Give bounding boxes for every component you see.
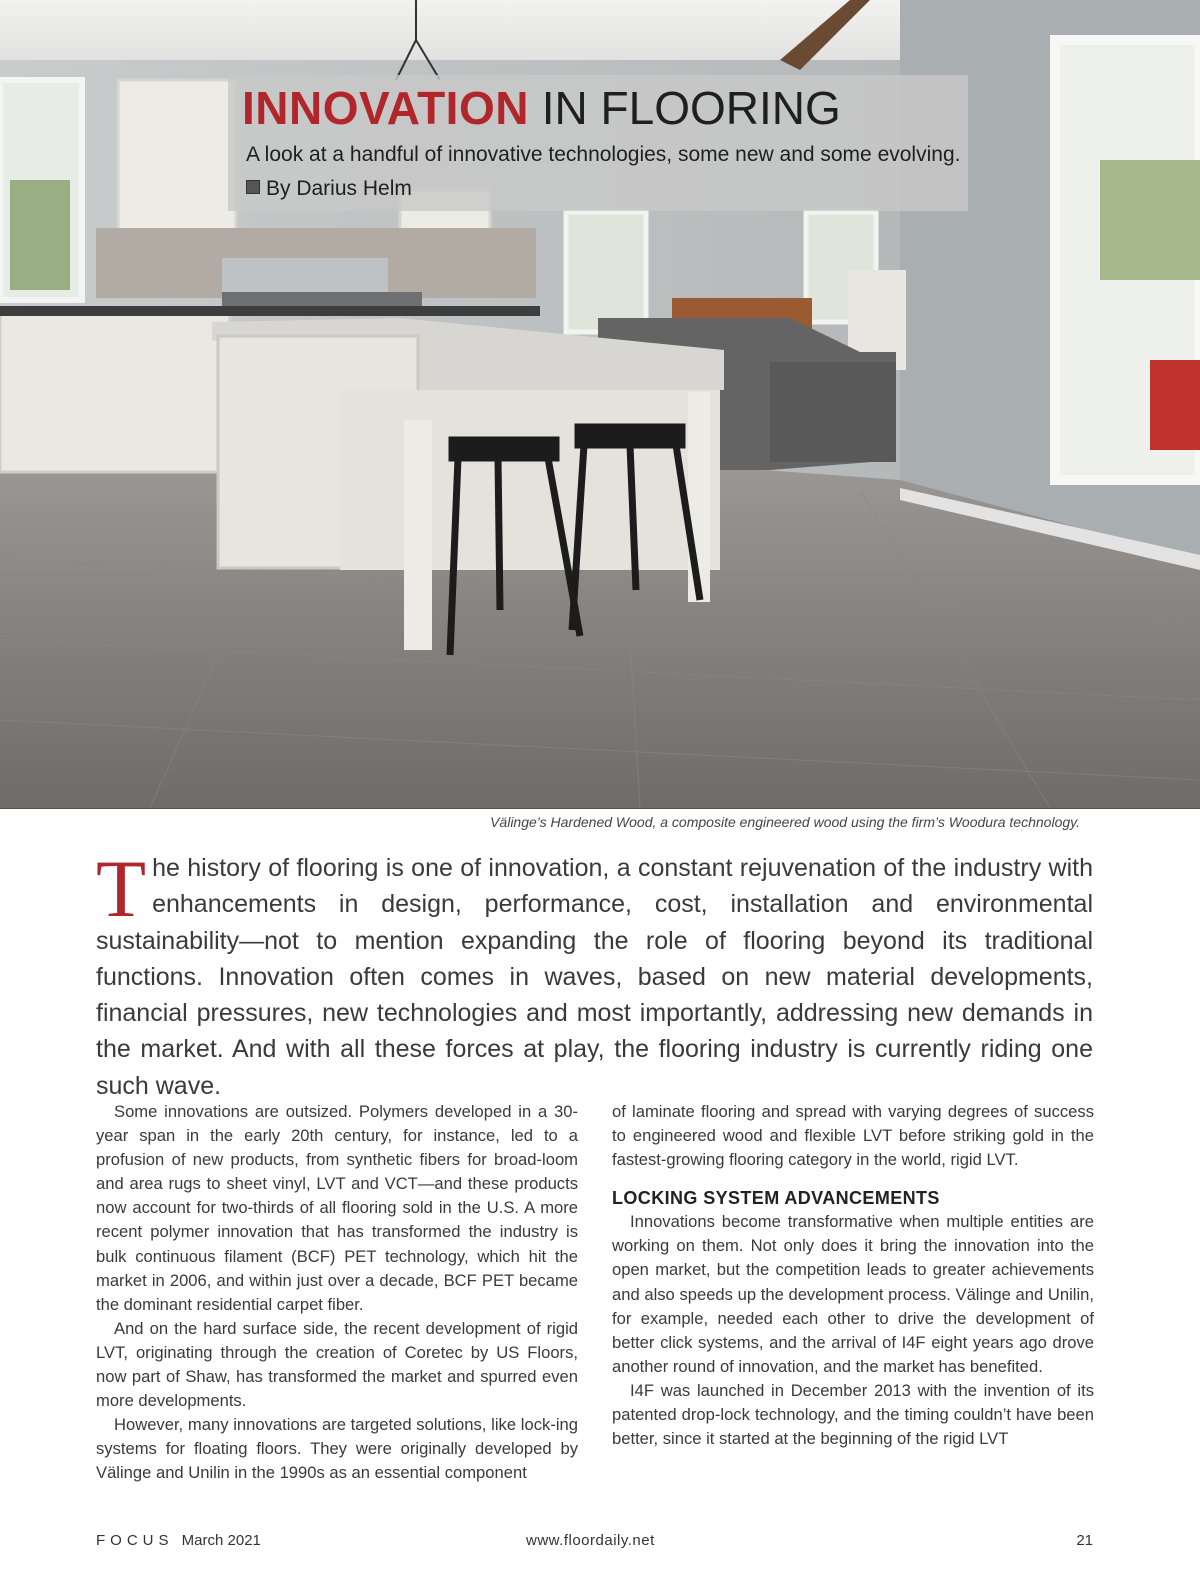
page-number: 21 [1076, 1532, 1093, 1549]
right-column [612, 1100, 1094, 1451]
byline [246, 177, 412, 201]
lead-paragraph [96, 843, 1093, 1104]
drop-cap: T [96, 843, 147, 934]
body-paragraph: And on the hard surface side, the recent development of rigid LVT, originating through the creation of Coretec by US Floors, now part of Shaw, has transformed the market and spurred even more developments. [96, 1318, 578, 1411]
title-banner [228, 75, 968, 211]
website-link[interactable]: www.floordaily.net [526, 1532, 655, 1549]
body-paragraph: of laminate flooring and spread with varying degrees of success to engineered wood and flexible LVT before striking gold in the fastest-growing flooring category in the world, rigid LVT. [612, 1102, 1094, 1170]
lead-text: he history of flooring is one of innovation, a constant rejuvenation of the industry with enhancements in design, performance, cost, installation and environmental sustainability—not to mention expanding the role of flooring beyond its traditional functions. Innovation often comes in waves, based on new material developments, financial pressures, new technologies and most importantly, addressing new demands in the market. And with all these forces at play, the flooring industry is currently riding one such wave. [96, 854, 1093, 1100]
title-rest: IN FLOORING [528, 82, 841, 134]
photo-caption: Välinge’s Hardened Wood, a composite engineered wood using the firm’s Woodura technology. [490, 814, 1080, 830]
footer-issue [96, 1532, 261, 1549]
square-bullet-icon [246, 180, 260, 194]
section-heading: LOCKING SYSTEM ADVANCEMENTS [612, 1188, 940, 1209]
left-column [96, 1100, 578, 1486]
body-paragraph: Innovations become transformative when multiple entities are working on them. Not only does it bring the innovation into the open market, but the competition leads to greater achievements and also speeds up the development process. Välinge and Unilin, for example, needed each other to drive the development of better click systems, and the arrival of I4F eight years ago drove another round of innovation, and the market has benefited. [612, 1212, 1094, 1376]
byline-text: By Darius Helm [266, 177, 412, 200]
body-paragraph: I4F was launched in December 2013 with the invention of its patented drop-lock technology, and the timing couldn’t have been better, since it started at the beginning of the rigid LVT [612, 1380, 1094, 1449]
page-footer [96, 1532, 1093, 1552]
body-paragraph: Some innovations are outsized. Polymers developed in a 30-year span in the early 20th century, for instance, led to a profusion of new products, from synthetic fibers for broad-loom and area rugs to sheet vinyl, LVT and VCT—and these products now account for two-thirds of all flooring sold in the U.S. A more recent polymer innovation that has transformed the industry is bulk continuous filament (BCF) PET technology, which hit the market in 2006, and within just over a decade, BCF PET became the dominant residential carpet fiber. [96, 1102, 578, 1314]
body-paragraph: However, many innovations are targeted solutions, like lock-ing systems for floating floors. They were originally developed by Välinge and Unilin in the 1990s as an essential component [96, 1415, 578, 1483]
magazine-name: FOCUS [96, 1532, 174, 1549]
issue-date: March 2021 [181, 1532, 261, 1549]
article-subtitle: A look at a handful of innovative technologies, some new and some evolving. [246, 143, 961, 166]
title-accent: INNOVATION [242, 82, 529, 134]
article-title [242, 83, 841, 133]
